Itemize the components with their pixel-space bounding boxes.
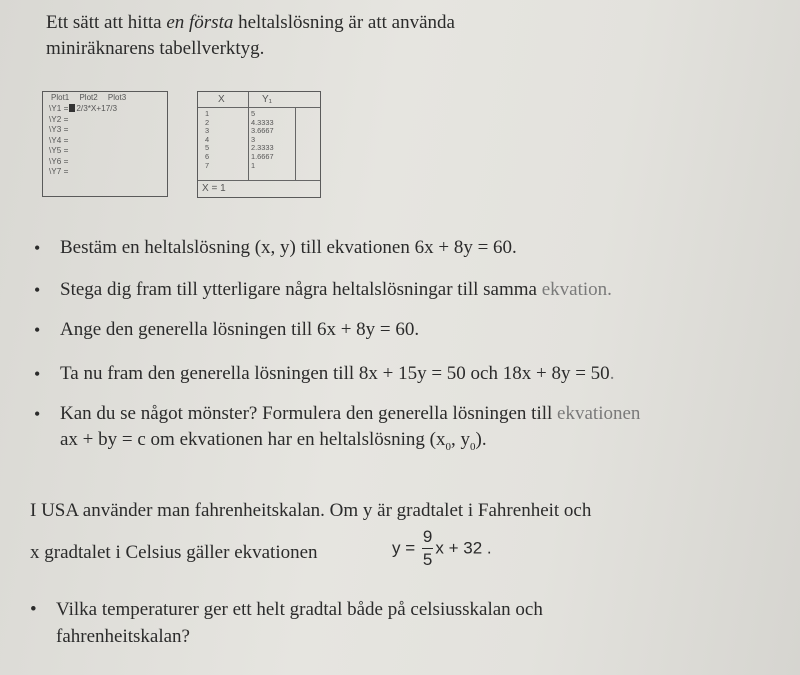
bullet-list <box>34 235 517 261</box>
final-question <box>30 596 770 650</box>
bullet-list <box>34 361 614 387</box>
bullet-dot: • <box>34 320 41 340</box>
intro-text <box>46 10 455 62</box>
table-cell: 1.6667 <box>251 151 274 161</box>
y-row: \Y2 = <box>49 114 69 124</box>
bullet-item: • Ta nu fram den generella lösningen till 8x + 15y = 50 och 18x + 8y = 50. <box>34 361 614 387</box>
bullet-dot: • <box>34 280 41 300</box>
bullet-item: • Stega dig fram till ytterligare några heltalslösningar till samma ekvation. <box>34 277 612 303</box>
table-cell: 3 <box>205 126 210 136</box>
bullet-item: • Bestäm en heltalslösning (x, y) till ekvationen 6x + 8y = 60. <box>34 235 517 261</box>
bullet-list <box>34 277 612 303</box>
y1-row: \Y1 = 2/3*X+17/3 <box>49 104 118 113</box>
y-row: \Y6 = <box>49 156 69 166</box>
table-cell: 7 <box>205 160 210 170</box>
bullet-dot: • <box>34 404 41 424</box>
table-footer-divider <box>198 180 320 181</box>
y-row: \Y3 = <box>49 125 69 134</box>
fahrenheit-formula: y = $\frac{9}{5}$ x + 32 . <box>392 527 492 569</box>
bullet-item: • Kan du se något mönster? Formulera den generella lösningen till ekvationen ax + by = c om ekvationen har en heltalslösning ($x_0$, $y_0$). <box>34 403 641 453</box>
bullet-dot: • <box>34 364 41 384</box>
fraction: $\frac{9}{5}$ <box>422 527 433 569</box>
table-col-divider <box>248 92 249 180</box>
intro-emphasis: en första <box>166 12 234 33</box>
bullet-item: • Ange den generella lösningen till 6x + 8y = 60. <box>34 317 419 343</box>
table-cell: 2.3333 <box>251 143 274 153</box>
calculator-table-screen <box>197 91 321 198</box>
table-cell: 3 <box>251 134 256 144</box>
table-cell: 3.6667 <box>251 126 274 136</box>
table-cell: 4.3333 <box>251 117 274 127</box>
table-header-divider <box>198 107 320 108</box>
table-y1-column <box>251 110 274 170</box>
bullet-dot: • <box>30 599 37 620</box>
final-bullet-list <box>30 596 770 650</box>
intro-line-2: miniräknarens tabellverktyg. <box>46 38 265 59</box>
table-col-divider-2 <box>295 107 296 180</box>
table-cell: 6 <box>205 151 210 161</box>
bullet-list <box>34 317 419 343</box>
table-footer-readout: X = 1 <box>202 183 226 194</box>
y-row: \Y4 = <box>49 135 69 145</box>
y-row: \Y5 = <box>49 146 69 155</box>
table-header-y1: Y₁ <box>262 94 273 105</box>
table-cell: 2 <box>205 117 210 127</box>
table-cell: 5 <box>251 109 256 118</box>
usa-paragraph-line-1: I USA använder man fahrenheitskalan. Om y är gradtalet i Fahrenheit och <box>30 500 592 521</box>
plot-tabs: Plot1 Plot2 Plot3 <box>51 93 127 102</box>
table-cell: 5 <box>205 143 210 153</box>
table-cell: 1 <box>205 109 210 118</box>
bullet-dot: • <box>34 238 41 258</box>
cursor-block <box>69 104 75 112</box>
table-header-x: X <box>218 94 225 105</box>
y-row: \Y7 = <box>49 167 69 176</box>
table-cell: 1 <box>251 160 256 170</box>
intro-line-1: Ett sätt att hitta en första heltalslösning är att använda <box>46 12 455 33</box>
calculator-y-editor-screen <box>42 91 168 197</box>
y-equation-list <box>49 104 117 178</box>
table-x-column <box>205 110 209 170</box>
bullet-item: • Vilka temperaturer ger ett helt gradtal både på celsiusskalan och fahrenheitskalan? <box>30 596 770 650</box>
bullet-list <box>34 401 640 460</box>
table-cell: 4 <box>205 134 210 144</box>
